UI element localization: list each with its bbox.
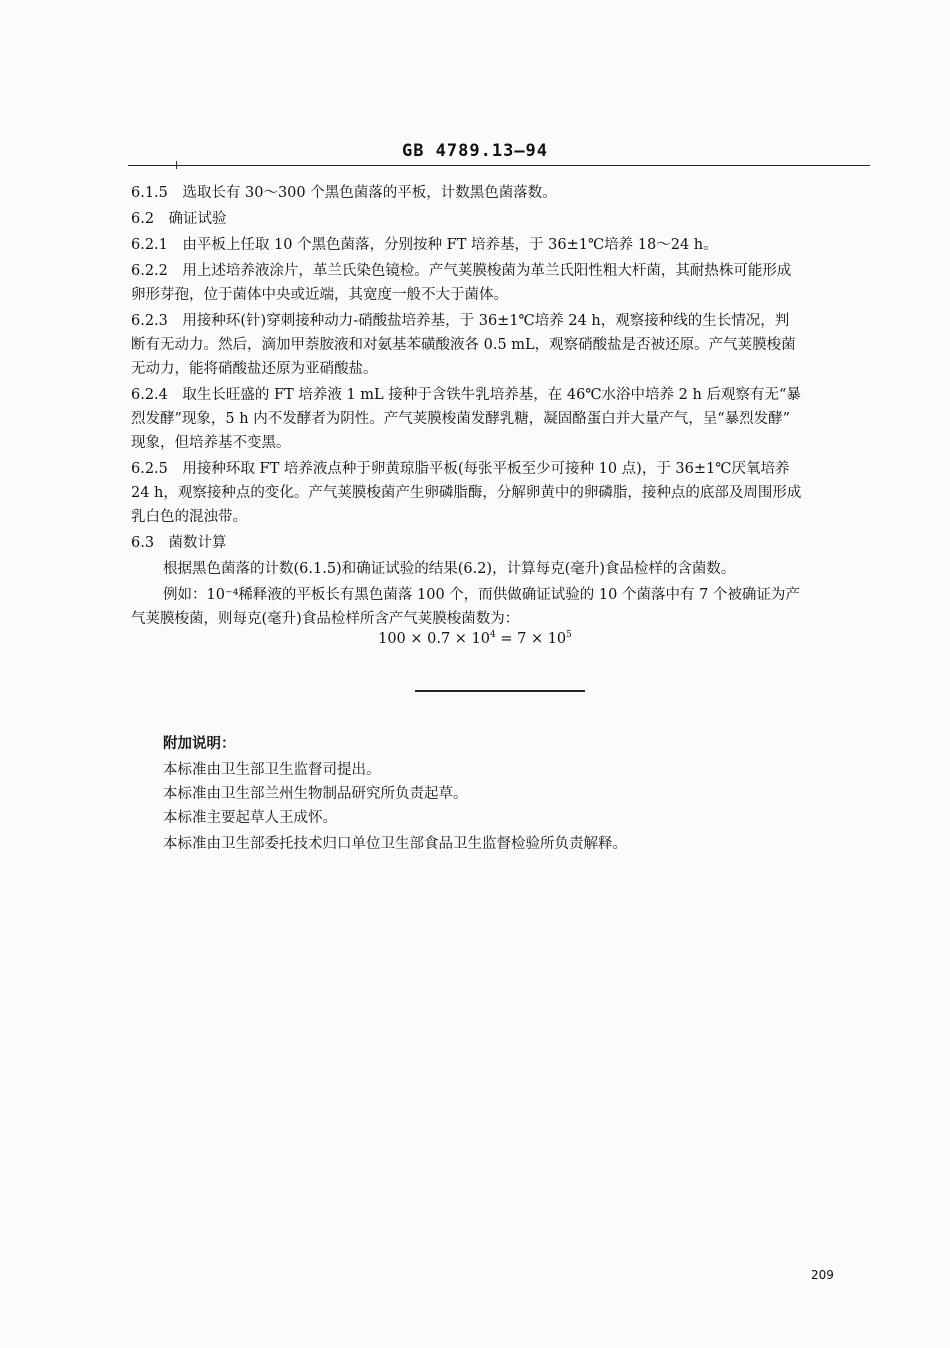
section-6-3-example-line-1: 例如：10⁻⁴稀释液的平板长有黑色菌落 100 个，而供做确证试验的 10 个菌落中有 7 个被确证为产 xyxy=(163,587,800,603)
page-number: 209 xyxy=(811,1268,834,1282)
section-6-1-5: 6.1.5 选取长有 30～300 个黑色菌落的平板，计数黑色菌落数。 xyxy=(131,185,557,201)
section-6-2-3-line-2: 断有无动力。然后，滴加甲萘胺液和对氨基苯磺酸液各 0.5 mL，观察硝酸盐是否被还原。产气荚膜梭菌 xyxy=(131,337,796,353)
section-6-3-paragraph-1: 根据黑色菌落的计数(6.1.5)和确证试验的结果(6.2)，计算每克(毫升)食品检样的含菌数。 xyxy=(163,561,736,577)
section-6-2-1: 6.2.1 由平板上任取 10 个黑色菌落，分别按种 FT 培养基，于 36±1℃培养 18～24 h。 xyxy=(131,237,718,253)
section-6-2-4-line-3: 现象，但培养基不变黑。 xyxy=(131,435,291,451)
formula-right: = 7 × 10 xyxy=(495,630,567,647)
section-6-2-4-line-2: 烈发酵”现象，5 h 内不发酵者为阴性。产气荚膜梭菌发酵乳糖，凝固酪蛋白并大量产气，呈“暴烈发酵” xyxy=(131,411,791,427)
section-6-2-2-line-2: 卵形芽孢，位于菌体中央或近端，其宽度一般不大于菌体。 xyxy=(131,287,508,303)
section-6-2-3-line-3: 无动力，能将硝酸盐还原为亚硝酸盐。 xyxy=(131,361,378,377)
notes-item-3: 本标准主要起草人王成怀。 xyxy=(163,810,337,826)
section-6-2-4-line-1: 6.2.4 取生长旺盛的 FT 培养液 1 mL 接种于含铁牛乳培养基，在 46℃水浴中培养 2 h 后观察有无“暴 xyxy=(131,387,801,403)
count-formula xyxy=(0,630,950,647)
section-6-2-5-line-3: 乳白色的混浊带。 xyxy=(131,509,247,525)
section-6-3-example-line-2: 气荚膜梭菌，则每克(毫升)食品检样所含产气荚膜梭菌数为： xyxy=(131,611,520,627)
header-tick-mark xyxy=(176,161,177,169)
section-6-2-title: 6.2 确证试验 xyxy=(131,211,227,227)
notes-item-1: 本标准由卫生部卫生监督司提出。 xyxy=(163,762,381,778)
section-6-2-3-line-1: 6.2.3 用接种环(针)穿刺接种动力-硝酸盐培养基，于 36±1℃培养 24 h，观察接种线的生长情况，判 xyxy=(131,313,790,329)
notes-item-2: 本标准由卫生部兰州生物制品研究所负责起草。 xyxy=(163,786,468,802)
section-6-3-title: 6.3 菌数计算 xyxy=(131,535,227,551)
notes-item-4: 本标准由卫生部委托技术归口单位卫生部食品卫生监督检验所负责解释。 xyxy=(163,836,627,852)
section-divider xyxy=(415,690,585,692)
formula-left-exponent: 4 xyxy=(490,630,496,640)
section-6-2-5-line-1: 6.2.5 用接种环取 FT 培养液点种于卵黄琼脂平板(每张平板至少可接种 10 点)，于 36±1℃厌氧培养 xyxy=(131,461,790,477)
section-6-2-2-line-1: 6.2.2 用上述培养液涂片，革兰氏染色镜检。产气荚膜梭菌为革兰氏阳性粗大杆菌，其耐热株可能形成 xyxy=(131,263,792,279)
formula-right-exponent: 5 xyxy=(566,630,572,640)
formula-left: 100 × 0.7 × 10 xyxy=(378,630,491,647)
standard-code-header: GB 4789.13—94 xyxy=(401,141,549,161)
notes-title: 附加说明： xyxy=(163,735,236,752)
header-rule xyxy=(128,165,870,166)
section-6-2-5-line-2: 24 h，观察接种点的变化。产气荚膜梭菌产生卵磷脂酶，分解卵黄中的卵磷脂，接种点的底部及周围形成 xyxy=(131,485,802,501)
